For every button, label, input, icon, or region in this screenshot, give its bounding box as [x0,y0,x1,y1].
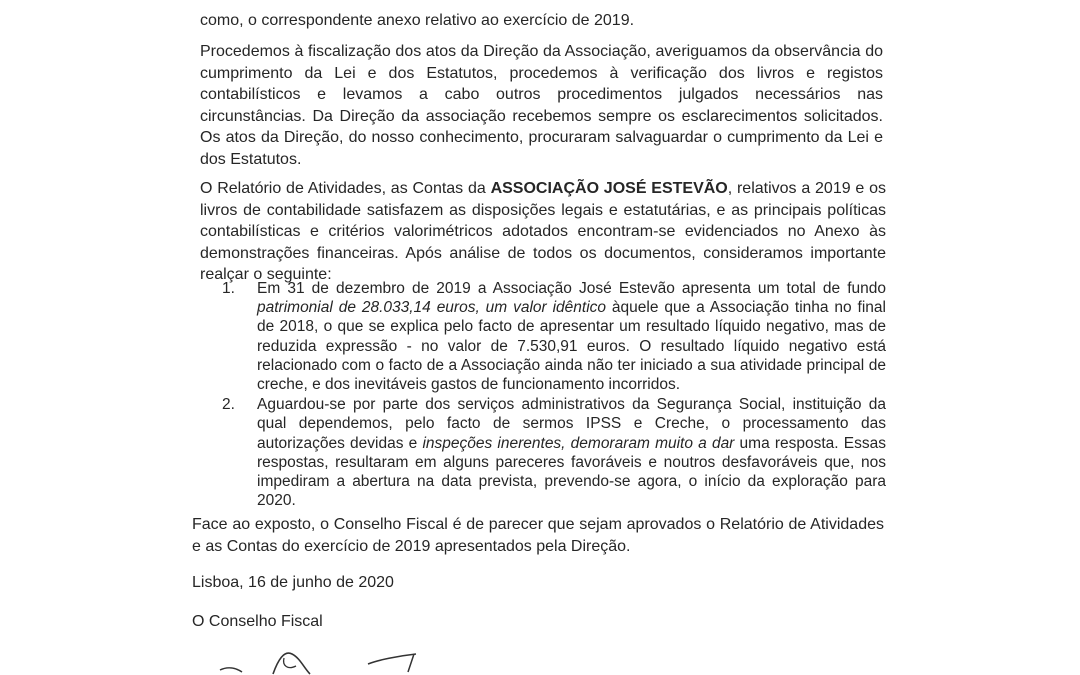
cut-off-intro-paragraph [200,0,883,31]
list-item [222,395,886,510]
signatory-label: O Conselho Fiscal [192,613,323,630]
place-and-date: Lisboa, 16 de junho de 2020 [192,574,394,591]
list-item-text-italic: inspeções inerentes, demoraram muito a dar [422,434,735,452]
intro-second-line: como, o correspondente anexo relativo ao exercício de 2019. [200,11,635,29]
handwritten-signature [218,640,438,675]
organization-name: ASSOCIAÇÃO JOSÉ ESTEVÃO [490,180,728,197]
list-item-number: 2. [222,396,235,414]
list-item-text-a: Em 31 de dezembro de 2019 a Associação José Estevão apresenta um total de fundo [257,280,886,297]
list-item [222,279,886,394]
list-item-text-b: àquele que a Associação tinha no final de 2018, o que se explica pelo facto de apresentar um resultado líquido negativo, mas de reduzida expressão - no valor de 7.530,91 euros. O resultado líquido negativo está relacionado com o facto de a Associação ainda não ter iniciado a sua atividade principal de creche, e dos inevitáveis gastos de funcionamento incorridos. [257,299,886,394]
list-item-text-italic: patrimonial de 28.033,14 euros, um valor idêntico [257,299,607,317]
paragraph-2-lead: O Relatório de Atividades, as Contas da [200,180,491,197]
highlights-list [222,279,886,510]
list-item-text-b: uma resposta. Essas respostas, resultaram em alguns pareceres favoráveis e noutros desfavoráveis que, nos impediram a abertura na data prevista, prevendo-se agora, o início da exploração para 2020. [257,434,886,510]
list-item-number: 1. [222,280,235,297]
paragraph-report-accounts [200,178,886,286]
list-item-text-a: Aguardou-se por parte dos serviços administrativos da Segurança Social, instituição da qual dependemos, pelo facto de sermos IPSS e Creche, o processamento das autorizações devidas e [257,396,886,452]
conclusion-paragraph: Face ao exposto, o Conselho Fiscal é de parecer que sejam aprovados o Relatório de Atividades e as Contas do exercício de 2019 apresentados pela Direção. [192,516,884,555]
paragraph-fiscalization: Procedemos à fiscalização dos atos da Direção da Associação, averiguamos da observância do cumprimento da Lei e dos Estatutos, procedemos à verificação dos livros e registos contabilísticos e levamos a cabo outros procedimentos julgados necessários nas circunstâncias. Da Direção da associação recebemos sempre os esclarecimentos solicitados. Os atos da Direção, do nosso conhecimento, procuraram salvaguardar o cumprimento da Lei e dos Estatutos. [200,43,883,168]
paragraph-2-rest: , relativos a 2019 e os livros de contabilidade satisfazem as disposições legais e estatutárias, e as principais políticas contabilísticas e critérios valorimétricos adotados encontram-se evidenciados no Anexo às demonstrações financeiras. Após análise de todos os documentos, consideramos importante realçar o seguinte: [200,180,886,283]
